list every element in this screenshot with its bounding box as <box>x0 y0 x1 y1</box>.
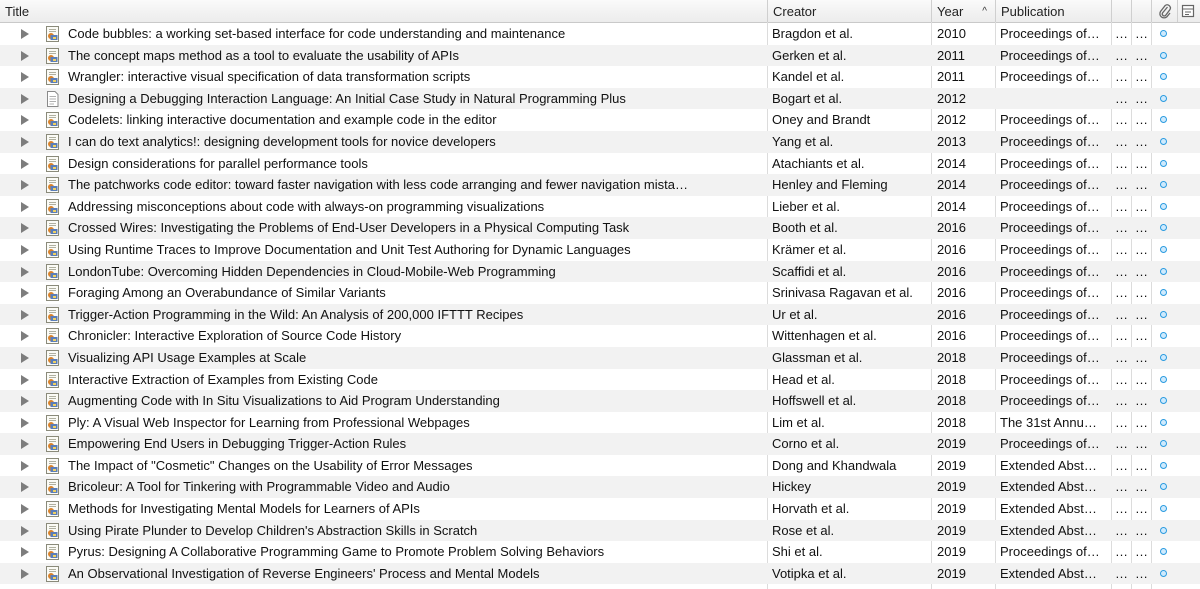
cell-creator: Lim et al. <box>772 414 825 430</box>
table-row[interactable] <box>0 45 1200 67</box>
expand-arrow-icon[interactable] <box>21 180 29 190</box>
expand-arrow-icon[interactable] <box>21 115 29 125</box>
cell-title: The concept maps method as a tool to evaluate the usability of APIs <box>68 47 459 63</box>
journal-article-icon <box>44 349 61 367</box>
table-row[interactable] <box>0 239 1200 261</box>
journal-article-icon <box>44 565 61 583</box>
sort-ascending-icon: ^ <box>982 6 987 17</box>
cell-year: 2016 <box>937 241 966 257</box>
cell-creator: Hoffswell et al. <box>772 393 857 409</box>
expand-arrow-icon[interactable] <box>21 353 29 363</box>
unread-dot-icon <box>1160 548 1167 555</box>
expand-arrow-icon[interactable] <box>21 223 29 233</box>
expand-arrow-icon[interactable] <box>21 267 29 277</box>
cell-publication: Proceedings of… <box>1000 436 1100 452</box>
cell-creator: Corno et al. <box>772 436 840 452</box>
cell-extra2: … <box>1135 69 1148 85</box>
unread-dot-icon <box>1160 354 1167 361</box>
table-row[interactable] <box>0 109 1200 131</box>
cell-extra1: … <box>1115 436 1128 452</box>
unread-dot-icon <box>1160 73 1167 80</box>
expand-arrow-icon[interactable] <box>21 310 29 320</box>
table-row[interactable] <box>0 369 1200 391</box>
cell-year: 2019 <box>937 436 966 452</box>
cell-title: Pyrus: Designing A Collaborative Programming Game to Promote Problem Solving Behaviors <box>68 544 605 560</box>
journal-article-icon <box>44 176 61 194</box>
cell-extra2: … <box>1135 393 1148 409</box>
table-row[interactable] <box>0 390 1200 412</box>
expand-arrow-icon[interactable] <box>21 159 29 169</box>
cell-title: Bricoleur: A Tool for Tinkering with Programmable Video and Audio <box>68 479 450 495</box>
cell-creator: Gerken et al. <box>772 47 847 63</box>
table-row[interactable] <box>0 347 1200 369</box>
unread-dot-icon <box>1160 203 1167 210</box>
table-row[interactable] <box>0 520 1200 542</box>
cell-creator: Krämer et al. <box>772 241 847 257</box>
journal-article-icon <box>44 435 61 453</box>
table-row[interactable] <box>0 66 1200 88</box>
cell-extra2: … <box>1135 112 1148 128</box>
cell-creator: Lieber et al. <box>772 198 840 214</box>
cell-publication: Proceedings of… <box>1000 220 1100 236</box>
cell-title: The Impact of "Cosmetic" Changes on the Usability of Error Messages <box>68 457 473 473</box>
cell-title: Addressing misconceptions about code with always-on programming visualizations <box>68 198 545 214</box>
cell-extra1: … <box>1115 198 1128 214</box>
journal-article-icon <box>44 133 61 151</box>
column-title-label: Title <box>5 4 30 19</box>
cell-extra2: … <box>1135 479 1148 495</box>
journal-article-icon <box>44 111 61 129</box>
table-row[interactable] <box>0 153 1200 175</box>
table-row[interactable] <box>0 282 1200 304</box>
cell-extra1: … <box>1115 522 1128 538</box>
cell-year: 2019 <box>937 544 966 560</box>
cell-extra2: … <box>1135 328 1148 344</box>
table-row[interactable] <box>0 563 1200 585</box>
unread-dot-icon <box>1160 527 1167 534</box>
cell-year: 2013 <box>937 133 966 149</box>
cell-year: 2018 <box>937 414 966 430</box>
cell-year: 2012 <box>937 90 966 106</box>
cell-extra2: … <box>1135 349 1148 365</box>
cell-title: Ply: A Visual Web Inspector for Learning from Professional Webpages <box>68 414 470 430</box>
journal-article-icon <box>44 327 61 345</box>
cell-year: 2014 <box>937 198 966 214</box>
unread-dot-icon <box>1160 160 1167 167</box>
column-year-label: Year <box>937 4 964 19</box>
column-header-extra2[interactable] <box>1132 0 1152 22</box>
expand-arrow-icon[interactable] <box>21 482 29 492</box>
cell-year: 2016 <box>937 285 966 301</box>
unread-dot-icon <box>1160 376 1167 383</box>
cell-creator: Horvath et al. <box>772 501 850 517</box>
table-body <box>0 23 1200 584</box>
cell-extra1: … <box>1115 241 1128 257</box>
cell-year: 2016 <box>937 220 966 236</box>
cell-extra1: … <box>1115 69 1128 85</box>
cell-title: Trigger-Action Programming in the Wild: An Analysis of 200,000 IFTTT Recipes <box>68 306 524 322</box>
expand-arrow-icon[interactable] <box>21 51 29 61</box>
unread-dot-icon <box>1160 30 1167 37</box>
cell-extra1: … <box>1115 285 1128 301</box>
cell-extra1: … <box>1115 479 1128 495</box>
cell-title: Code bubbles: a working set-based interface for code understanding and maintenance <box>68 26 566 41</box>
expand-arrow-icon[interactable] <box>21 439 29 449</box>
cell-year: 2016 <box>937 263 966 279</box>
journal-article-icon <box>44 543 61 561</box>
cell-extra2: … <box>1135 241 1148 257</box>
cell-extra1: … <box>1115 26 1128 41</box>
unread-dot-icon <box>1160 483 1167 490</box>
cell-title: Empowering End Users in Debugging Trigger-Action Rules <box>68 436 407 452</box>
cell-year: 2019 <box>937 501 966 517</box>
journal-article-icon <box>44 155 61 173</box>
cell-title: Designing a Debugging Interaction Language: An Initial Case Study in Natural Programming Plus <box>68 90 626 106</box>
cell-title: Codelets: linking interactive documentation and example code in the editor <box>68 112 497 128</box>
cell-extra1: … <box>1115 501 1128 517</box>
cell-year: 2012 <box>937 112 966 128</box>
cell-creator: Yang et al. <box>772 133 834 149</box>
unread-dot-icon <box>1160 397 1167 404</box>
cell-extra1: … <box>1115 47 1128 63</box>
cell-title: Visualizing API Usage Examples at Scale <box>68 349 307 365</box>
expand-arrow-icon[interactable] <box>21 288 29 298</box>
cell-publication: Proceedings of… <box>1000 285 1100 301</box>
column-header-publication[interactable] <box>996 0 1112 22</box>
journal-article-icon <box>44 414 61 432</box>
notes-icon <box>1181 3 1195 19</box>
cell-creator: Hickey <box>772 479 812 495</box>
cell-publication: Proceedings of… <box>1000 112 1100 128</box>
expand-arrow-icon[interactable] <box>21 331 29 341</box>
expand-arrow-icon[interactable] <box>21 137 29 147</box>
cell-year: 2019 <box>937 479 966 495</box>
journal-article-icon <box>44 478 61 496</box>
cell-creator: Rose et al. <box>772 522 835 538</box>
cell-year: 2018 <box>937 371 966 387</box>
unread-dot-icon <box>1160 138 1167 145</box>
cell-creator: Atachiants et al. <box>772 155 865 171</box>
cell-extra1: … <box>1115 263 1128 279</box>
cell-extra1: … <box>1115 90 1128 106</box>
cell-year: 2011 <box>937 69 965 85</box>
cell-publication: The 31st Annu… <box>1000 414 1097 430</box>
journal-article-icon <box>44 241 61 259</box>
column-header-extra1[interactable] <box>1112 0 1132 22</box>
cell-creator: Dong and Khandwala <box>772 457 897 473</box>
cell-publication: Extended Abst… <box>1000 501 1097 517</box>
cell-extra1: … <box>1115 328 1128 344</box>
cell-year: 2019 <box>937 457 966 473</box>
journal-article-icon <box>44 219 61 237</box>
cell-title: Augmenting Code with In Situ Visualizations to Aid Program Understanding <box>68 393 500 409</box>
journal-article-icon <box>44 25 61 43</box>
cell-extra2: … <box>1135 155 1148 171</box>
unread-dot-icon <box>1160 332 1167 339</box>
cell-year: 2014 <box>937 177 966 193</box>
unread-dot-icon <box>1160 95 1167 102</box>
cell-year: 2016 <box>937 328 966 344</box>
cell-extra2: … <box>1135 285 1148 301</box>
cell-publication: Extended Abst… <box>1000 522 1097 538</box>
cell-creator: Bogart et al. <box>772 90 843 106</box>
cell-title: Interactive Extraction of Examples from Existing Code <box>68 371 378 387</box>
cell-extra2: … <box>1135 198 1148 214</box>
cell-publication: Proceedings of… <box>1000 544 1100 560</box>
cell-creator: Scaffidi et al. <box>772 263 847 279</box>
cell-title: Using Pirate Plunder to Develop Children's Abstraction Skills in Scratch <box>68 522 478 538</box>
unread-dot-icon <box>1160 116 1167 123</box>
column-publication-label: Publication <box>1001 4 1065 19</box>
journal-article-icon <box>44 306 61 324</box>
cell-title: Methods for Investigating Mental Models for Learners of APIs <box>68 501 420 517</box>
table-row[interactable] <box>0 498 1200 520</box>
cell-title: Wrangler: interactive visual specification of data transformation scripts <box>68 69 471 85</box>
paperclip-icon <box>1158 3 1172 19</box>
journal-article-icon <box>44 284 61 302</box>
unread-dot-icon <box>1160 505 1167 512</box>
cell-title: LondonTube: Overcoming Hidden Dependencies in Cloud-Mobile-Web Programming <box>68 263 556 279</box>
cell-extra1: … <box>1115 155 1128 171</box>
cell-extra1: … <box>1115 544 1128 560</box>
cell-publication: Proceedings of… <box>1000 263 1100 279</box>
expand-arrow-icon[interactable] <box>21 526 29 536</box>
expand-arrow-icon[interactable] <box>21 418 29 428</box>
cell-extra2: … <box>1135 306 1148 322</box>
journal-article-icon <box>44 392 61 410</box>
expand-arrow-icon[interactable] <box>21 504 29 514</box>
table-row[interactable] <box>0 196 1200 218</box>
table-row[interactable] <box>0 541 1200 563</box>
cell-year: 2018 <box>937 349 966 365</box>
column-header-attachments[interactable] <box>1152 0 1178 22</box>
unread-dot-icon <box>1160 440 1167 447</box>
cell-publication: Proceedings of… <box>1000 328 1100 344</box>
unread-dot-icon <box>1160 181 1167 188</box>
expand-arrow-icon[interactable] <box>21 29 29 39</box>
cell-extra2: … <box>1135 414 1148 430</box>
cell-title: The patchworks code editor: toward faster navigation with less code arranging and fewer navigation mista… <box>68 177 688 193</box>
cell-title: Design considerations for parallel performance tools <box>68 155 368 171</box>
cell-publication: Proceedings of… <box>1000 349 1100 365</box>
unread-dot-icon <box>1160 224 1167 231</box>
cell-extra1: … <box>1115 371 1128 387</box>
cell-title: I can do text analytics!: designing development tools for novice developers <box>68 133 496 149</box>
cell-extra1: … <box>1115 220 1128 236</box>
cell-extra1: … <box>1115 565 1128 581</box>
table-row[interactable] <box>0 88 1200 110</box>
cell-creator: Head et al. <box>772 371 835 387</box>
cell-year: 2019 <box>937 565 966 581</box>
column-creator-label: Creator <box>773 4 817 19</box>
cell-publication: Extended Abst… <box>1000 457 1097 473</box>
table-row[interactable] <box>0 325 1200 347</box>
unread-dot-icon <box>1160 419 1167 426</box>
cell-creator: Wittenhagen et al. <box>772 328 877 344</box>
cell-extra1: … <box>1115 112 1128 128</box>
expand-arrow-icon[interactable] <box>21 396 29 406</box>
table-row[interactable] <box>0 217 1200 239</box>
cell-publication: Proceedings of… <box>1000 198 1100 214</box>
cell-creator: Bragdon et al. <box>772 26 853 41</box>
cell-year: 2018 <box>937 393 966 409</box>
cell-extra2: … <box>1135 220 1148 236</box>
cell-creator: Oney and Brandt <box>772 112 871 128</box>
cell-publication: Proceedings of… <box>1000 393 1100 409</box>
expand-arrow-icon[interactable] <box>21 547 29 557</box>
cell-creator: Booth et al. <box>772 220 838 236</box>
unread-dot-icon <box>1160 462 1167 469</box>
unread-dot-icon <box>1160 570 1167 577</box>
cell-year: 2019 <box>937 522 966 538</box>
expand-arrow-icon[interactable] <box>21 461 29 471</box>
cell-publication <box>1000 88 1110 110</box>
cell-publication: Extended Abst… <box>1000 565 1097 581</box>
table-row[interactable] <box>0 304 1200 326</box>
table-row[interactable] <box>0 412 1200 434</box>
journal-article-icon <box>44 500 61 518</box>
cell-title: Chronicler: Interactive Exploration of Source Code History <box>68 328 402 344</box>
table-row[interactable] <box>0 455 1200 477</box>
document-icon <box>44 90 61 108</box>
cell-publication: Proceedings of… <box>1000 133 1100 149</box>
cell-publication: Extended Abst… <box>1000 479 1097 495</box>
expand-arrow-icon[interactable] <box>21 72 29 82</box>
journal-article-icon <box>44 68 61 86</box>
unread-dot-icon <box>1160 52 1167 59</box>
cell-extra2: … <box>1135 371 1148 387</box>
column-header-year[interactable] <box>932 0 996 22</box>
unread-dot-icon <box>1160 268 1167 275</box>
cell-publication: Proceedings of… <box>1000 177 1100 193</box>
cell-creator: Henley and Fleming <box>772 177 888 193</box>
cell-creator: Votipka et al. <box>772 565 847 581</box>
journal-article-icon <box>44 522 61 540</box>
column-header-bar <box>0 0 1200 23</box>
cell-extra1: … <box>1115 393 1128 409</box>
cell-creator: Ur et al. <box>772 306 818 322</box>
cell-extra1: … <box>1115 349 1128 365</box>
cell-publication: Proceedings of… <box>1000 371 1100 387</box>
journal-article-icon <box>44 263 61 281</box>
cell-publication: Proceedings of… <box>1000 241 1100 257</box>
cell-creator: Shi et al. <box>772 544 823 560</box>
cell-extra1: … <box>1115 177 1128 193</box>
table-row[interactable] <box>0 261 1200 283</box>
journal-article-icon <box>44 47 61 65</box>
journal-article-icon <box>44 198 61 216</box>
cell-extra2: … <box>1135 522 1148 538</box>
expand-arrow-icon[interactable] <box>21 94 29 104</box>
cell-extra2: … <box>1135 457 1148 473</box>
cell-extra2: … <box>1135 501 1148 517</box>
unread-dot-icon <box>1160 246 1167 253</box>
cell-title: Crossed Wires: Investigating the Problems of End-User Developers in a Physical Computing Task <box>68 220 630 236</box>
cell-extra2: … <box>1135 263 1148 279</box>
table-row[interactable] <box>0 174 1200 196</box>
column-header-creator[interactable] <box>768 0 932 22</box>
cell-year: 2010 <box>937 26 966 41</box>
cell-extra2: … <box>1135 436 1148 452</box>
cell-publication: Proceedings of… <box>1000 306 1100 322</box>
cell-extra2: … <box>1135 177 1148 193</box>
table-row[interactable] <box>0 476 1200 498</box>
table-row[interactable] <box>0 131 1200 153</box>
cell-extra2: … <box>1135 47 1148 63</box>
cell-creator: Kandel et al. <box>772 69 845 85</box>
cell-extra2: … <box>1135 90 1148 106</box>
cell-publication: Proceedings of… <box>1000 26 1100 41</box>
cell-extra1: … <box>1115 414 1128 430</box>
journal-article-icon <box>44 371 61 389</box>
unread-dot-icon <box>1160 311 1167 318</box>
cell-year: 2014 <box>937 155 966 171</box>
cell-title: Foraging Among an Overabundance of Similar Variants <box>68 285 386 301</box>
cell-extra1: … <box>1115 133 1128 149</box>
cell-year: 2016 <box>937 306 966 322</box>
cell-extra2: … <box>1135 565 1148 581</box>
cell-extra1: … <box>1115 457 1128 473</box>
expand-arrow-icon[interactable] <box>21 569 29 579</box>
expand-arrow-icon[interactable] <box>21 245 29 255</box>
cell-extra1: … <box>1115 306 1128 322</box>
column-header-title[interactable] <box>0 0 768 22</box>
cell-title: Using Runtime Traces to Improve Documentation and Unit Test Authoring for Dynamic Languages <box>68 241 631 257</box>
cell-extra2: … <box>1135 544 1148 560</box>
table-row[interactable] <box>0 433 1200 455</box>
cell-publication: Proceedings of… <box>1000 155 1100 171</box>
unread-dot-icon <box>1160 289 1167 296</box>
column-header-notes[interactable] <box>1178 0 1200 22</box>
expand-arrow-icon[interactable] <box>21 375 29 385</box>
cell-publication: Proceedings of… <box>1000 69 1100 85</box>
cell-extra2: … <box>1135 133 1148 149</box>
cell-extra2: … <box>1135 26 1148 41</box>
cell-publication: Proceedings of… <box>1000 47 1100 63</box>
cell-creator: Srinivasa Ragavan et al. <box>772 285 913 301</box>
expand-arrow-icon[interactable] <box>21 202 29 212</box>
cell-year: 2011 <box>937 47 965 63</box>
table-row[interactable] <box>0 23 1200 45</box>
journal-article-icon <box>44 457 61 475</box>
cell-creator: Glassman et al. <box>772 349 863 365</box>
cell-title: An Observational Investigation of Reverse Engineers' Process and Mental Models <box>68 565 540 581</box>
